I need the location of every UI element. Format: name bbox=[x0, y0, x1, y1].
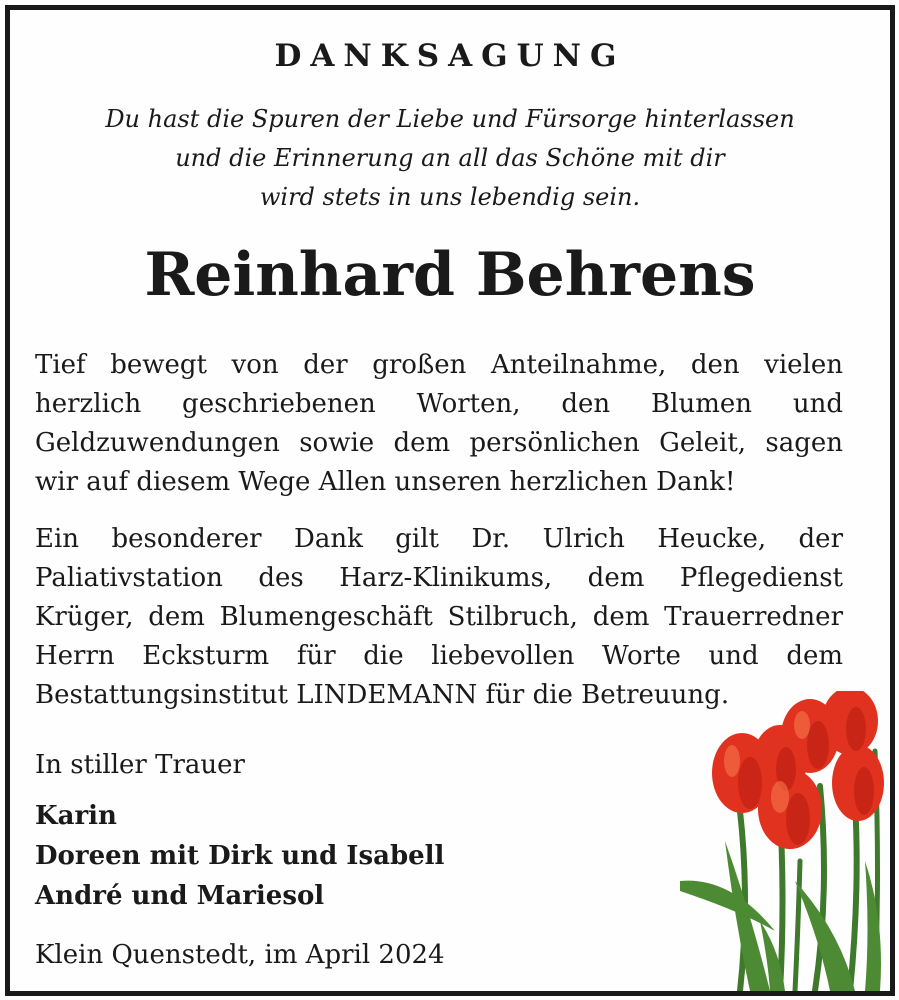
paragraph-line: Herrn Ecksturm für die liebevollen Worte und dem bbox=[35, 641, 843, 671]
notice-frame bbox=[5, 5, 895, 996]
paragraph-line: wir auf diesem Wege Allen unseren herzlichen Dank! bbox=[35, 467, 736, 497]
deceased-name: Reinhard Behrens bbox=[144, 240, 756, 310]
motto-verse bbox=[10, 100, 890, 217]
family-member: Karin bbox=[35, 801, 117, 831]
motto-line: und die Erinnerung an all das Schöne mit dir bbox=[175, 144, 725, 172]
mourning-line: In stiller Trauer bbox=[35, 750, 245, 780]
thanks-paragraph bbox=[35, 346, 843, 502]
family-names bbox=[35, 796, 444, 916]
motto-line: Du hast die Spuren der Liebe und Fürsorge hinterlassen bbox=[105, 105, 795, 133]
family-member: André und Mariesol bbox=[35, 881, 325, 911]
tulips-image bbox=[680, 691, 890, 991]
paragraph-line: Tief bewegt von der großen Anteilnahme, den vielen bbox=[35, 350, 843, 380]
paragraph-line: Ein besonderer Dank gilt Dr. Ulrich Heucke, der bbox=[35, 524, 843, 554]
family-member: Doreen mit Dirk und Isabell bbox=[35, 841, 445, 871]
paragraph-line: Bestattungsinstitut LINDEMANN für die Betreuung. bbox=[35, 680, 730, 710]
special-thanks-paragraph bbox=[35, 520, 843, 715]
notice-heading: DANKSAGUNG bbox=[274, 38, 626, 74]
paragraph-line: Paliativstation des Harz-Klinikums, dem Pflegedienst bbox=[35, 563, 843, 593]
place-date: Klein Quenstedt, im April 2024 bbox=[35, 940, 445, 970]
paragraph-line: herzlich geschriebenen Worten, den Blumen und bbox=[35, 389, 843, 419]
paragraph-line: Krüger, dem Blumengeschäft Stilbruch, dem Trauerredner bbox=[35, 602, 843, 632]
motto-line: wird stets in uns lebendig sein. bbox=[259, 183, 641, 211]
paragraph-line: Geldzuwendungen sowie dem persönlichen Geleit, sagen bbox=[35, 428, 843, 458]
